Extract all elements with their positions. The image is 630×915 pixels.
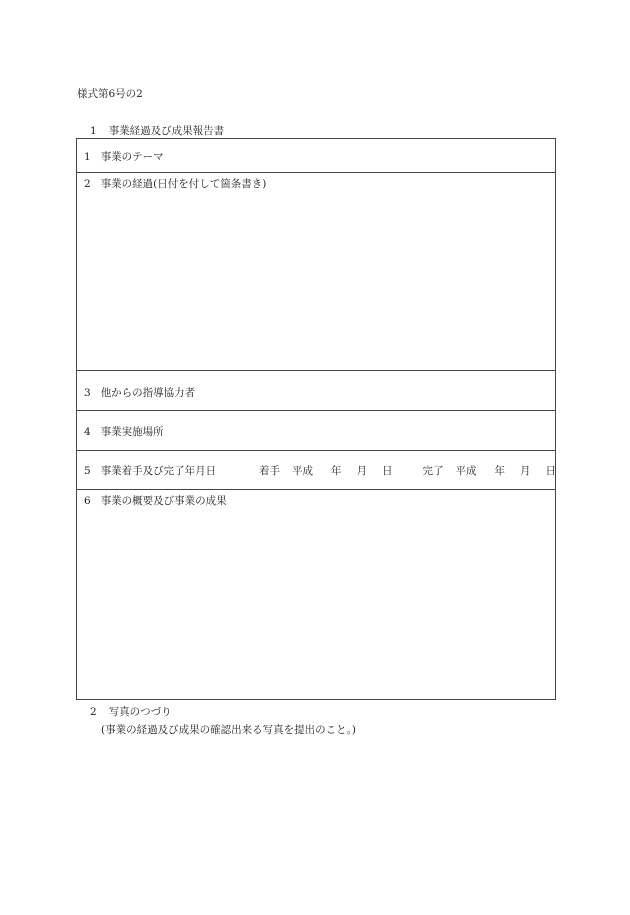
date-fields: [259, 463, 556, 478]
row-dates-label: [84, 463, 216, 478]
row-location-text: 事業実施場所: [100, 426, 164, 438]
row-theme[interactable]: [77, 139, 555, 172]
row-cooperators-text: 他からの指導協力者: [100, 387, 196, 399]
end-year-unit: 年: [494, 465, 505, 477]
row-theme-number: 1: [84, 151, 91, 163]
row-dates-number: 5: [84, 465, 91, 477]
row-cooperators[interactable]: [77, 370, 555, 410]
report-form-table: [76, 138, 556, 700]
form-number: 様式第6号の2: [77, 88, 143, 100]
row-theme-text: 事業のテーマ: [100, 151, 164, 163]
row-location[interactable]: [77, 410, 555, 450]
row-progress-number: 2: [84, 178, 91, 190]
row-summary[interactable]: [77, 489, 555, 699]
row-theme-label: [84, 149, 164, 164]
row-progress-label: [84, 176, 266, 191]
photo-note: (事業の経過及び成果の確認出来る写真を提出のこと。): [101, 724, 356, 736]
section-1-heading: [90, 123, 224, 138]
row-cooperators-number: 3: [84, 387, 91, 399]
section-2-title: 写真のつづり: [108, 706, 172, 718]
row-summary-label: [84, 493, 227, 508]
section-2-heading: [90, 704, 172, 719]
end-label: 完了: [422, 465, 444, 477]
section-1-number: 1: [90, 125, 97, 137]
start-era: 平成: [292, 465, 313, 477]
end-month-unit: 月: [520, 465, 531, 477]
row-progress-text: 事業の経過(日付を付して箇条書き): [100, 178, 267, 190]
row-cooperators-label: [84, 385, 195, 400]
row-dates[interactable]: [77, 450, 555, 489]
start-year-unit: 年: [331, 465, 342, 477]
section-2-number: 2: [90, 706, 97, 718]
row-summary-text: 事業の概要及び事業の成果: [100, 495, 227, 507]
start-label: 着手: [259, 465, 280, 477]
section-1-title: 事業経過及び成果報告書: [108, 125, 225, 137]
end-era: 平成: [455, 465, 477, 477]
start-day-unit: 日: [382, 465, 393, 477]
row-dates-text: 事業着手及び完了年月日: [100, 465, 217, 477]
row-location-number: 4: [84, 426, 91, 438]
row-location-label: [84, 424, 164, 439]
end-day-unit: 日: [545, 465, 556, 477]
start-month-unit: 月: [356, 465, 367, 477]
row-progress[interactable]: [77, 172, 555, 370]
row-summary-number: 6: [84, 495, 91, 507]
